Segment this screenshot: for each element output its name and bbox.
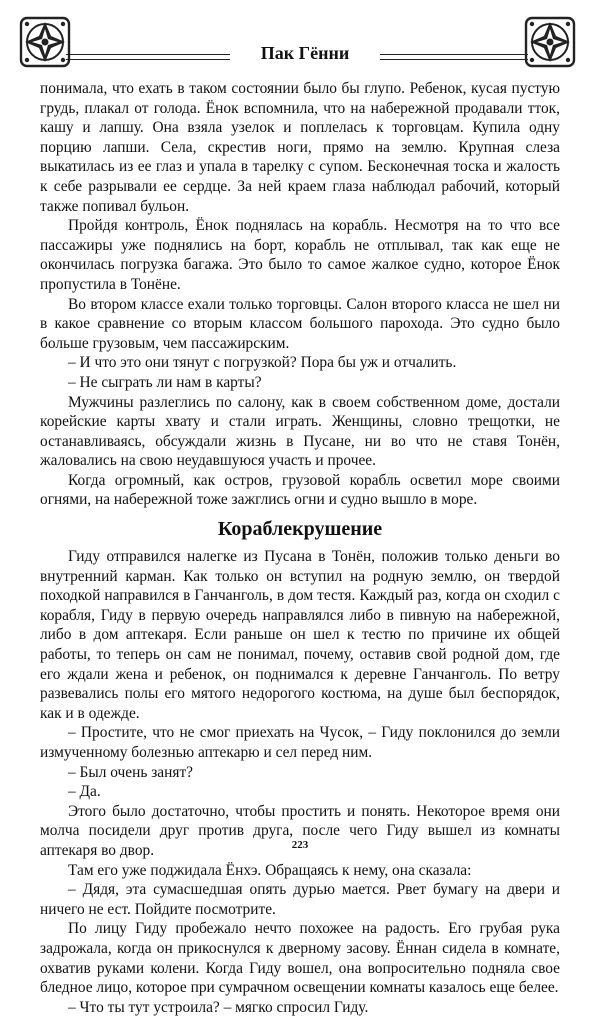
paragraph: Мужчины разлеглись по салону, как в своем собственном доме, достали корейские карты хвату и стали играть. Женщины, словно трещотки, не останавливаясь, обсуждали жизнь в Пусане, ни во что не ставя Тонён, жаловались на свою неудавшуюся участь и прочее. bbox=[40, 393, 560, 470]
dialogue-line: – Да. bbox=[68, 783, 101, 801]
running-title: Пак Гённи bbox=[260, 43, 350, 63]
dialogue-line: – Не сыграть ли нам в карты? bbox=[68, 373, 262, 391]
ornament-right-icon bbox=[524, 16, 576, 68]
running-header bbox=[0, 0, 600, 80]
page-number: 223 bbox=[291, 839, 309, 851]
paragraph: Там его уже поджидала Ёнхэ. Обращаясь к нему, она сказала: bbox=[68, 861, 472, 879]
section-heading: Кораблекрушение bbox=[217, 518, 383, 541]
dialogue-line: – Дядя, эта сумасшедшая опять дурью мается. Рвет бумагу на двери и ничего не ест. Пойдите посмотрите. bbox=[40, 881, 560, 918]
ornament-left-icon bbox=[19, 16, 71, 68]
dialogue-line: – Что ты тут устроила? – мягко спросил Гиду. bbox=[68, 998, 369, 1016]
paragraph: По лицу Гиду пробежало нечто похожее на радость. Его грубая рука задрожала, когда он прикоснулся к дверному засову. Ённан сидела в комнате, охватив руками колени. Когда Гиду вошел, она вопросительно подняла свое бледное лицо, которое при сумрачном освещении комнаты казалось еще белее. bbox=[40, 920, 560, 997]
paragraph: Этого было достаточно, чтобы простить и понять. Некоторое время они молча посидели друг против друга, после чего Гиду вышел из комнаты аптекаря во двор. bbox=[40, 802, 560, 859]
paragraph: Гиду отправился налегке из Пусана в Тонён, положив только деньги во внутренний карман. Как только он вступил на родную землю, он твердой походкой направился в Ганчанголь, в дом тестя. Каждый раз, когда он сходил с корабля, Гиду в первую очередь направлялся либо в пивную на набережной, либо в дом аптекаря. Если раньше он шел к тестю по причине их общей работы, то теперь он сам не понимал, почему, оставив свой родной дом, где его ждали жена и ребенок, он поднимался к деревне Ганчанголь. По ветру развевались полы его мятого недорогого костюма, на душе был беспорядок, как и в одежде. bbox=[40, 548, 560, 722]
paragraph: Пройдя контроль, Ёнок поднялась на корабль. Несмотря на то что все пассажиры уже поднялись на борт, корабль не отплывал, так как еще не окончилась погрузка багажа. Это было то самое жалкое судно, которое Ёнок пропустила в Тонёне. bbox=[40, 217, 560, 293]
header-rule-right bbox=[380, 54, 528, 61]
body-text bbox=[40, 79, 560, 1017]
paragraph: Во втором классе ехали только торговцы. Салон второго класса не шел ни в какое сравнение со вторым классом большого парохода. Это судно было больше грузовым, чем пассажирским. bbox=[40, 295, 560, 352]
dialogue-line: – Простите, что не смог приехать на Чусок, – Гиду поклонился до земли измученному болезнью аптекарю и сел перед ним. bbox=[40, 724, 560, 761]
paragraph: Когда огромный, как остров, грузовой корабль осветил море своими огнями, на набережной тоже зажглись огни и судно вышло в море. bbox=[40, 471, 560, 509]
paragraph: понимала, что ехать в таком состоянии было бы глупо. Ребенок, кусая пустую грудь, плакал от голода. Ёнок вспомнила, что на набережной продавали тток, кашу и лапшу. Она взяла узелок и поплелась к торговцам. Купила одну порцию лапши. Села, скрестив ноги, прямо на землю. Крупная слеза выкатилась из ее глаз и упала в тарелку с супом. Бесконечная тоска и жалость к себе разрывали ее сердце. За ней краем глаза наблюдал рабочий, который также попивал бульон. bbox=[40, 80, 560, 215]
dialogue-line: – И что это они тянут с погрузкой? Пора бы уж и отчалить. bbox=[68, 354, 457, 372]
dialogue-line: – Был очень занят? bbox=[68, 763, 194, 781]
header-rule-left bbox=[66, 54, 230, 61]
